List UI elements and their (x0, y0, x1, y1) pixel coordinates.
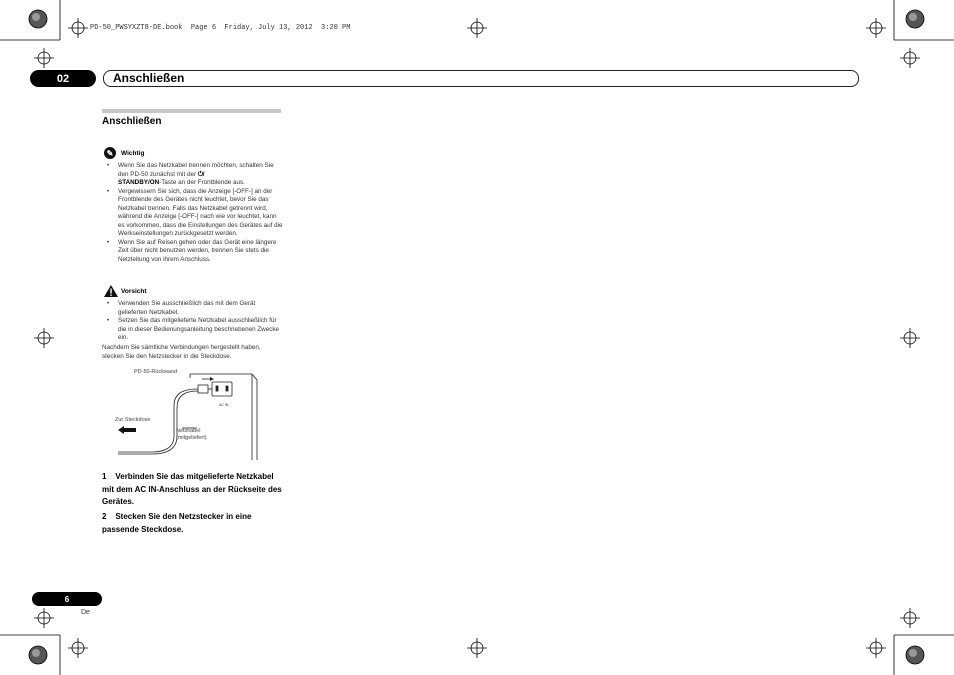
step-2: 2 Stecken Sie den Netzstecker in eine passende Steckdose. (102, 512, 252, 534)
connection-diagram (102, 366, 282, 466)
list-item: • Wenn Sie auf Reisen gehen oder das Gerät eine längere Zeit über nicht benutzen werden, trennen Sie stets die Netzleitung von ihrem Anschluss. (102, 239, 284, 265)
caution-label: Vorsicht (121, 288, 147, 295)
list-item: • Wenn Sie das Netzkabel trennen möchten, schalten Sie den PD-50 zunächst mit der ⏻/ STANDBY/ON-Taste an der Frontblende aus. (102, 162, 284, 188)
connection-figure (102, 366, 282, 466)
important-list (102, 162, 284, 264)
important-icon: ✎ (104, 147, 116, 159)
important-label: Wichtig (121, 150, 145, 157)
file-header: PD-50_PWSYXZT8-DE.book Page 6 Friday, July 13, 2012 3:20 PM (90, 24, 351, 32)
list-item: • Verwenden Sie ausschließlich das mit dem Gerät gelieferten Netzkabel. (102, 300, 284, 317)
intro-paragraph: Nachdem Sie sämtliche Verbindungen hergestellt haben, stecken Sie den Netzstecker in die Steckdose. (102, 344, 261, 360)
chapter-number-badge: 02 (30, 70, 96, 87)
list-item: • Setzen Sie das mitgelieferte Netzkabel ausschließlich für die in dieser Bedienungsanleitung beschriebenen Zwecke ein. (102, 317, 284, 343)
section-rule (102, 109, 281, 113)
chapter-header-bar (103, 70, 859, 87)
rear-panel-label: PD-50-Rückwand (134, 369, 178, 375)
cable-label: Netzkabel (mitgeliefert) (176, 428, 207, 441)
list-item: • Vergewissern Sie sich, dass die Anzeige [-OFF-] an der Frontblende des Gerätes nicht leuchtet, bevor Sie das Netzkabel trennen. Falls das Netzkabel getrennt wird, während die Anzeige [-OFF-] nach wie vor leuchtet, kann es vorkommen, dass die Einstellungen des Gerätes auf die Werkseinstellungen zurückgesetzt werden. (102, 188, 284, 239)
page-language: De (81, 609, 90, 616)
warning-triangle-icon (104, 285, 118, 297)
chapter-title: Anschließen (113, 71, 185, 85)
caution-list (102, 300, 284, 343)
to-outlet-label: Zur Steckdose (115, 417, 151, 423)
section-title: Anschließen (102, 116, 162, 127)
step-1: 1 Verbinden Sie das mitgelieferte Netzkabel mit dem AC IN-Anschluss an der Rückseite des Gerätes. (102, 472, 282, 506)
svg-text:AC IN: AC IN (219, 403, 229, 407)
page-number-badge: 6 (32, 592, 102, 606)
